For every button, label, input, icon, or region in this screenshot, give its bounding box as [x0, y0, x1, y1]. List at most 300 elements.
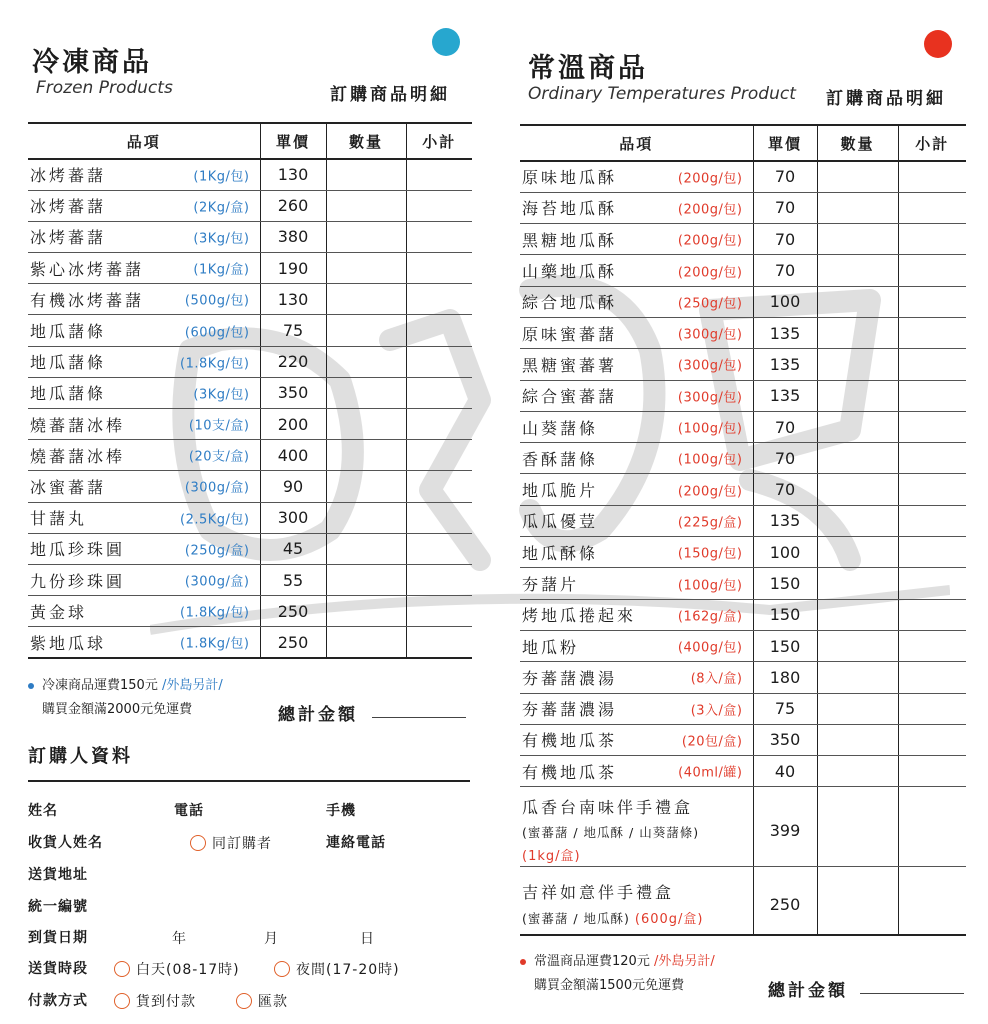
item-name: 地瓜粉	[522, 637, 580, 657]
item-name: 黑糖蜜蕃薯	[522, 355, 618, 375]
qty-cell[interactable]	[817, 474, 898, 505]
subtotal-cell[interactable]	[406, 502, 472, 533]
ambient-total-field[interactable]	[860, 993, 964, 994]
frozen-dot-icon	[432, 28, 460, 56]
item-name: 夯藷片	[522, 575, 580, 594]
qty-cell[interactable]	[326, 315, 406, 346]
item-name: 冰蜜蕃藷	[30, 477, 107, 497]
item-cell	[28, 596, 260, 627]
item-name: 冰烤蕃藷	[30, 197, 107, 217]
item-cell	[520, 380, 753, 411]
table-row	[28, 502, 472, 533]
item-cell	[520, 756, 753, 787]
col-subtotal: 小計	[898, 125, 966, 161]
item-name: 黑糖地瓜酥	[522, 230, 618, 250]
buyer-mobile-label: 手機	[326, 803, 356, 819]
item-name: 山葵藷條	[522, 418, 599, 438]
item-price: 260	[260, 190, 326, 221]
qty-cell[interactable]	[817, 411, 898, 442]
subtotal-cell[interactable]	[898, 505, 966, 536]
item-name: 九份珍珠圓	[30, 571, 126, 591]
ambient-shipping-fee: 常溫商品運費120元	[534, 954, 650, 969]
item-name: 地瓜酥條	[522, 543, 599, 563]
qty-cell[interactable]	[817, 756, 898, 787]
frozen-shipping-note	[28, 674, 223, 722]
subtotal-cell[interactable]	[406, 315, 472, 346]
subtotal-cell[interactable]	[406, 346, 472, 377]
item-unit: (300g/包)	[677, 358, 743, 374]
radio-icon[interactable]	[190, 835, 206, 851]
cod-label: 貨到付款	[136, 994, 196, 1010]
subtotal-cell[interactable]	[406, 377, 472, 408]
item-unit: (20支/盒)	[188, 449, 250, 465]
qty-cell[interactable]	[326, 284, 406, 315]
item-price: 190	[260, 253, 326, 284]
col-qty: 數量	[817, 125, 898, 161]
subtotal-cell[interactable]	[898, 349, 966, 380]
qty-cell[interactable]	[817, 317, 898, 348]
item-unit: (600g/包)	[184, 325, 250, 341]
item-cell	[520, 537, 753, 568]
address-label: 送貨地址	[28, 867, 88, 883]
qty-cell[interactable]	[326, 253, 406, 284]
buyer-divider	[28, 780, 470, 782]
item-price: 400	[260, 440, 326, 471]
qty-cell[interactable]	[326, 440, 406, 471]
item-name: 黃金球	[30, 602, 88, 622]
item-unit: (300g/盒)	[184, 480, 250, 496]
item-cell	[28, 284, 260, 315]
item-unit: (500g/包)	[184, 293, 250, 309]
col-price: 單價	[753, 125, 817, 161]
item-unit: (400g/包)	[677, 640, 743, 656]
item-price: 75	[260, 315, 326, 346]
frozen-table-header	[28, 123, 472, 159]
daytime-label: 白天(08-17時)	[136, 962, 240, 978]
item-name: 有機冰烤蕃藷	[30, 290, 145, 310]
item-name: 燒蕃藷冰棒	[30, 446, 126, 466]
subtotal-cell[interactable]	[898, 380, 966, 411]
item-name: 地瓜藷條	[30, 322, 107, 342]
table-row	[28, 253, 472, 284]
qty-cell[interactable]	[817, 867, 898, 935]
table-row	[520, 568, 966, 599]
buyer-title: 訂購人資料	[28, 746, 133, 767]
subtotal-cell[interactable]	[898, 411, 966, 442]
item-price: 70	[753, 192, 817, 223]
transfer-label: 匯款	[258, 994, 288, 1010]
item-name: 地瓜藷條	[30, 353, 107, 373]
qty-cell[interactable]	[817, 599, 898, 630]
ambient-shipping-note	[520, 950, 715, 998]
qty-cell[interactable]	[326, 627, 406, 658]
item-unit: (1.8Kg/包)	[180, 605, 250, 621]
item-cell	[520, 599, 753, 630]
item-price: 40	[753, 756, 817, 787]
subtotal-cell[interactable]	[898, 599, 966, 630]
qty-cell[interactable]	[817, 192, 898, 223]
gift1-unit: (1kg/盒)	[522, 849, 581, 865]
subtotal-cell[interactable]	[898, 787, 966, 867]
item-name: 燒蕃藷冰棒	[30, 415, 126, 435]
item-cell	[520, 724, 753, 755]
subtotal-cell[interactable]	[898, 756, 966, 787]
table-row	[520, 662, 966, 693]
item-cell	[520, 255, 753, 286]
subtotal-cell[interactable]	[406, 284, 472, 315]
ambient-shipping-island: /外島另計/	[653, 954, 715, 969]
payment-label: 付款方式	[28, 993, 88, 1009]
item-cell	[520, 474, 753, 505]
table-row	[520, 787, 966, 867]
item-cell	[520, 693, 753, 724]
subtotal-cell[interactable]	[406, 440, 472, 471]
subtotal-cell[interactable]	[898, 693, 966, 724]
ambient-order-detail: 訂購商品明細	[826, 89, 946, 109]
subtotal-cell[interactable]	[898, 255, 966, 286]
gift2-contents-line	[522, 908, 753, 927]
item-cell	[520, 192, 753, 223]
item-price: 55	[260, 564, 326, 595]
table-row	[520, 161, 966, 192]
subtotal-cell[interactable]	[406, 596, 472, 627]
qty-cell[interactable]	[817, 286, 898, 317]
frozen-total-field[interactable]	[372, 717, 466, 718]
subtotal-cell[interactable]	[406, 471, 472, 502]
item-name: 海苔地瓜酥	[522, 199, 618, 219]
table-row	[520, 286, 966, 317]
subtotal-cell[interactable]	[898, 192, 966, 223]
item-unit: (1.8Kg/包)	[180, 356, 250, 372]
subtotal-cell[interactable]	[898, 537, 966, 568]
qty-cell[interactable]	[817, 630, 898, 661]
qty-cell[interactable]	[817, 662, 898, 693]
qty-cell[interactable]	[817, 255, 898, 286]
item-unit: (3入/盒)	[690, 703, 743, 719]
qty-cell[interactable]	[326, 596, 406, 627]
cod-option[interactable]	[114, 991, 196, 1011]
item-price: 70	[753, 255, 817, 286]
table-row	[520, 724, 966, 755]
item-cell	[520, 443, 753, 474]
item-cell	[28, 315, 260, 346]
item-unit: (3Kg/包)	[193, 231, 250, 247]
item-cell	[28, 471, 260, 502]
frozen-total-label: 總計金額	[278, 705, 358, 725]
item-price: 90	[260, 471, 326, 502]
item-cell	[28, 502, 260, 533]
year-label: 年	[172, 931, 187, 947]
day-label: 日	[360, 931, 375, 947]
table-row	[28, 533, 472, 564]
contact-phone-label: 連絡電話	[326, 835, 386, 851]
item-price: 350	[753, 724, 817, 755]
subtotal-cell[interactable]	[898, 662, 966, 693]
item-cell	[28, 440, 260, 471]
ambient-table	[520, 124, 966, 936]
frozen-table	[28, 122, 472, 659]
item-name: 地瓜藷條	[30, 384, 107, 404]
table-row	[520, 192, 966, 223]
buyer-name-label: 姓名	[28, 803, 58, 819]
subtotal-cell[interactable]	[898, 867, 966, 935]
item-unit: (100g/包)	[677, 421, 743, 437]
item-unit: (2.5Kg/包)	[180, 512, 250, 528]
item-price: 45	[260, 533, 326, 564]
subtotal-cell[interactable]	[898, 161, 966, 192]
item-cell	[520, 630, 753, 661]
qty-cell[interactable]	[817, 505, 898, 536]
table-row	[520, 599, 966, 630]
table-row	[520, 224, 966, 255]
item-price: 70	[753, 474, 817, 505]
item-cell	[28, 377, 260, 408]
subtotal-cell[interactable]	[898, 286, 966, 317]
item-unit: (3Kg/包)	[193, 387, 250, 403]
item-price: 135	[753, 349, 817, 380]
qty-cell[interactable]	[817, 537, 898, 568]
qty-cell[interactable]	[326, 377, 406, 408]
subtotal-cell[interactable]	[406, 253, 472, 284]
table-row	[28, 284, 472, 315]
item-cell	[28, 159, 260, 190]
ambient-title: 常溫商品	[528, 53, 648, 84]
item-cell	[520, 505, 753, 536]
table-row	[28, 346, 472, 377]
item-unit: (100g/包)	[677, 578, 743, 593]
buyer-phone-label: 電話	[174, 803, 204, 819]
item-unit: (250g/盒)	[184, 543, 250, 559]
item-cell	[28, 346, 260, 377]
item-cell	[520, 411, 753, 442]
table-row	[520, 474, 966, 505]
gift1-cell	[520, 787, 753, 867]
gift1-name: 瓜香台南味伴手禮盒	[522, 798, 694, 818]
ambient-dot-icon	[924, 30, 952, 58]
item-unit: (100g/包)	[677, 452, 743, 468]
item-price: 350	[260, 377, 326, 408]
item-unit: (40ml/罐)	[678, 765, 743, 781]
gift2-name: 吉祥如意伴手禮盒	[522, 883, 675, 903]
item-price: 200	[260, 409, 326, 440]
subtotal-cell[interactable]	[898, 568, 966, 599]
table-row	[520, 756, 966, 787]
item-cell	[520, 224, 753, 255]
subtotal-cell[interactable]	[898, 724, 966, 755]
item-cell	[28, 221, 260, 252]
radio-icon[interactable]	[114, 961, 130, 977]
table-row	[28, 315, 472, 346]
item-name: 地瓜脆片	[522, 481, 599, 501]
table-row	[28, 564, 472, 595]
qty-cell[interactable]	[817, 568, 898, 599]
subtotal-cell[interactable]	[898, 317, 966, 348]
subtotal-cell[interactable]	[406, 533, 472, 564]
table-row	[520, 411, 966, 442]
frozen-title: 冷凍商品	[32, 47, 152, 78]
table-row	[28, 596, 472, 627]
table-row	[520, 255, 966, 286]
item-price: 100	[753, 537, 817, 568]
arrival-date-label: 到貨日期	[28, 930, 88, 946]
qty-cell[interactable]	[817, 161, 898, 192]
item-name: 香酥藷條	[522, 449, 599, 469]
same-as-buyer-option[interactable]	[190, 833, 272, 853]
qty-cell[interactable]	[817, 349, 898, 380]
subtotal-cell[interactable]	[406, 190, 472, 221]
qty-cell[interactable]	[817, 724, 898, 755]
item-name: 紫地瓜球	[30, 633, 107, 653]
subtotal-cell[interactable]	[406, 221, 472, 252]
same-as-buyer-label: 同訂購者	[212, 836, 272, 852]
table-row	[520, 537, 966, 568]
col-qty: 數量	[326, 123, 406, 159]
qty-cell[interactable]	[817, 224, 898, 255]
frozen-shipping-island: /外島另計/	[161, 678, 223, 693]
gift1-contents: (蜜蕃藷 / 地瓜酥 / 山葵藷條)	[522, 825, 700, 841]
table-row	[520, 630, 966, 661]
bullet-icon	[28, 683, 34, 689]
ambient-free-shipping: 購買金額滿1500元免運費	[534, 978, 685, 993]
table-row	[520, 349, 966, 380]
table-row	[520, 693, 966, 724]
month-label: 月	[264, 931, 279, 947]
qty-cell[interactable]	[817, 443, 898, 474]
item-name: 原味地瓜酥	[522, 168, 618, 188]
table-row	[28, 440, 472, 471]
item-unit: (162g/盒)	[677, 609, 743, 625]
radio-icon[interactable]	[274, 961, 290, 977]
qty-cell[interactable]	[817, 693, 898, 724]
col-item: 品項	[28, 123, 260, 159]
item-unit: (200g/包)	[677, 484, 743, 500]
item-price: 150	[753, 568, 817, 599]
item-price: 135	[753, 505, 817, 536]
table-row	[28, 627, 472, 658]
item-cell	[28, 409, 260, 440]
table-row	[28, 377, 472, 408]
item-name: 紫心冰烤蕃藷	[30, 259, 145, 279]
item-name: 烤地瓜捲起來	[522, 606, 637, 626]
item-price: 150	[753, 630, 817, 661]
subtotal-cell[interactable]	[898, 443, 966, 474]
frozen-order-detail: 訂購商品明細	[330, 85, 450, 105]
radio-icon[interactable]	[114, 993, 130, 1009]
qty-cell[interactable]	[326, 159, 406, 190]
item-name: 地瓜珍珠圓	[30, 540, 126, 560]
radio-icon[interactable]	[236, 993, 252, 1009]
item-unit: (150g/包)	[677, 546, 743, 562]
qty-cell[interactable]	[326, 564, 406, 595]
item-price: 135	[753, 317, 817, 348]
gift2-contents: (蜜蕃藷 / 地瓜酥)	[522, 911, 630, 927]
frozen-free-shipping: 購買金額滿2000元免運費	[42, 702, 193, 717]
qty-cell[interactable]	[817, 787, 898, 867]
qty-cell[interactable]	[326, 190, 406, 221]
item-unit: (20包/盒)	[681, 734, 743, 750]
col-price: 單價	[260, 123, 326, 159]
item-unit: (200g/包)	[677, 171, 743, 187]
table-row	[28, 159, 472, 190]
item-cell	[520, 317, 753, 348]
item-price: 100	[753, 286, 817, 317]
table-row	[520, 380, 966, 411]
subtotal-cell[interactable]	[898, 630, 966, 661]
item-price: 70	[753, 443, 817, 474]
item-name: 夯蕃藷濃湯	[522, 668, 618, 688]
bullet-icon	[520, 959, 526, 965]
frozen-subtitle: Frozen Products	[36, 78, 173, 98]
item-unit: (8入/盒)	[690, 671, 743, 687]
item-name: 冰烤蕃藷	[30, 166, 107, 186]
qty-cell[interactable]	[326, 346, 406, 377]
item-unit: (300g/盒)	[184, 574, 250, 590]
item-cell	[520, 286, 753, 317]
item-price: 250	[260, 627, 326, 658]
gift1-price: 399	[753, 787, 817, 867]
table-row	[520, 317, 966, 348]
item-name: 夯蕃藷濃湯	[522, 700, 618, 720]
item-cell	[28, 190, 260, 221]
subtotal-cell[interactable]	[898, 224, 966, 255]
item-name: 甘藷丸	[30, 509, 88, 529]
tax-id-label: 統一編號	[28, 899, 88, 915]
frozen-shipping-fee: 冷凍商品運費150元	[42, 678, 158, 693]
item-name: 綜合地瓜酥	[522, 293, 618, 313]
table-row	[28, 221, 472, 252]
qty-cell[interactable]	[326, 471, 406, 502]
item-price: 380	[260, 221, 326, 252]
night-option[interactable]	[274, 959, 400, 979]
item-name: 瓜瓜優荳	[522, 512, 599, 532]
item-cell	[520, 349, 753, 380]
subtotal-cell[interactable]	[406, 159, 472, 190]
table-row	[28, 409, 472, 440]
recipient-label: 收貨人姓名	[28, 835, 103, 851]
item-unit: (1Kg/盒)	[193, 262, 250, 278]
subtotal-cell[interactable]	[406, 564, 472, 595]
subtotal-cell[interactable]	[406, 627, 472, 658]
transfer-option[interactable]	[236, 991, 288, 1011]
ambient-table-header	[520, 125, 966, 161]
subtotal-cell[interactable]	[898, 474, 966, 505]
item-price: 70	[753, 161, 817, 192]
qty-cell[interactable]	[326, 221, 406, 252]
item-cell	[28, 627, 260, 658]
item-unit: (225g/盒)	[677, 515, 743, 531]
item-name: 山藥地瓜酥	[522, 262, 618, 282]
item-cell	[520, 662, 753, 693]
qty-cell[interactable]	[817, 380, 898, 411]
qty-cell[interactable]	[326, 502, 406, 533]
daytime-option[interactable]	[114, 959, 240, 979]
item-price: 135	[753, 380, 817, 411]
qty-cell[interactable]	[326, 409, 406, 440]
item-price: 75	[753, 693, 817, 724]
item-price: 180	[753, 662, 817, 693]
subtotal-cell[interactable]	[406, 409, 472, 440]
col-item: 品項	[520, 125, 753, 161]
item-cell	[520, 161, 753, 192]
qty-cell[interactable]	[326, 533, 406, 564]
item-unit: (200g/包)	[677, 202, 743, 218]
ambient-subtitle: Ordinary Temperatures Product	[528, 84, 796, 104]
ambient-total-label: 總計金額	[768, 981, 848, 1001]
item-name: 有機地瓜茶	[522, 731, 618, 751]
delivery-time-label: 送貨時段	[28, 961, 88, 977]
item-price: 150	[753, 599, 817, 630]
item-price: 300	[260, 502, 326, 533]
